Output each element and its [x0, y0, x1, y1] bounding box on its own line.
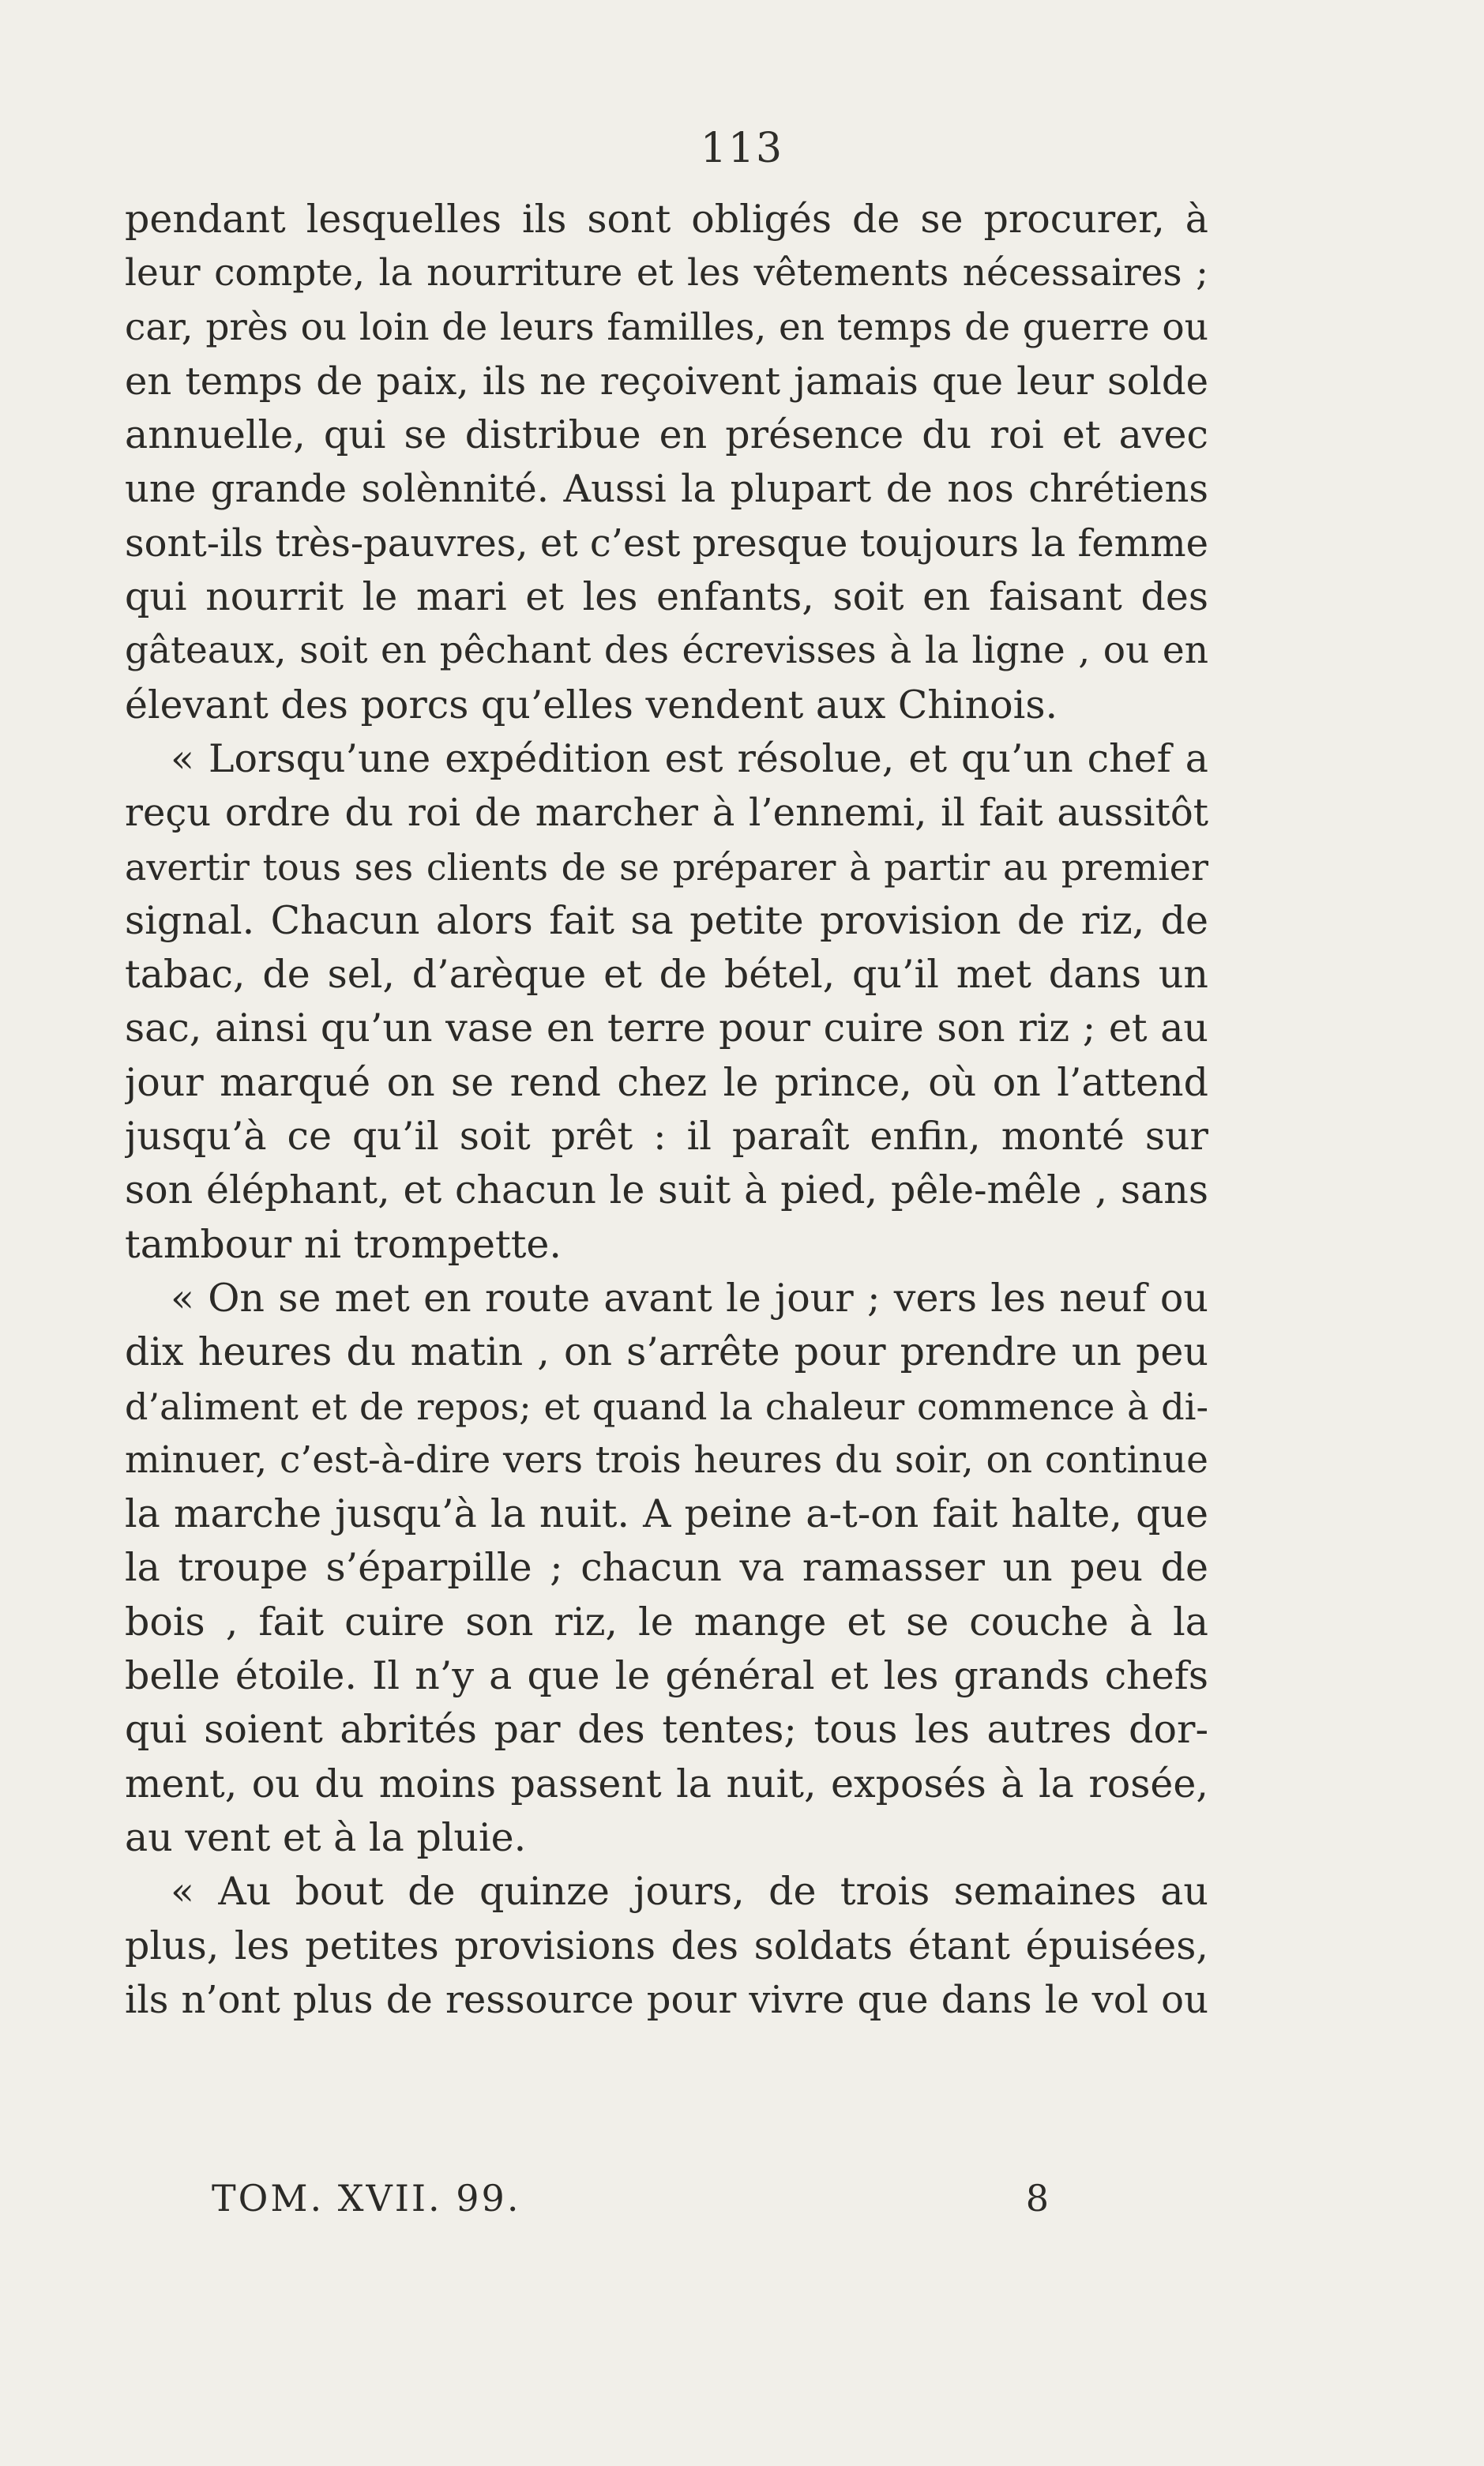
text-line: au vent et à la pluie. — [125, 1814, 527, 1860]
volume-signature: TOM. XVII. 99. — [212, 2177, 521, 2220]
text-line: avertir tous ses clients de se préparer à partir au premier — [125, 845, 1208, 889]
text-line: sont-ils très-pauvres, et c’est presque toujours la femme — [125, 521, 1208, 566]
text-line: gâteaux, soit en pêchant des écrevisses à la ligne , ou en — [125, 629, 1208, 673]
text-line: son éléphant, et chacun le suit à pied, pêle-mêle , sans — [125, 1167, 1208, 1213]
page-number: 113 — [700, 125, 784, 172]
text-line: pendant lesquelles ils sont obligés de se procurer, à — [125, 197, 1208, 242]
text-line: tabac, de sel, d’arèque et de bétel, qu’il met dans un — [125, 952, 1208, 998]
text-line: jusqu’à ce qu’il soit prêt : il paraît enfin, monté sur — [125, 1114, 1208, 1160]
text-line: « Lorsqu’une expédition est résolue, et qu’un chef a — [171, 735, 1208, 781]
text-line: signal. Chacun alors fait sa petite provision de riz, de — [125, 897, 1208, 943]
text-line: « Au bout de quinze jours, de trois semaines au — [171, 1869, 1208, 1915]
text-line: dix heures du matin , on s’arrête pour prendre un peu — [125, 1329, 1208, 1375]
text-line: ment, ou du moins passent la nuit, exposés à la rosée, — [125, 1761, 1208, 1806]
text-line: en temps de paix, ils ne reçoivent jamais que leur solde — [125, 359, 1208, 404]
page-footer — [212, 2171, 1049, 2226]
text-line: annuelle, qui se distribue en présence du roi et avec — [125, 412, 1208, 458]
signature-mark: 8 — [1025, 2177, 1049, 2220]
body-text — [125, 193, 1208, 2027]
text-line: élevant des porcs qu’elles vendent aux Chinois. — [125, 682, 1058, 727]
text-line: reçu ordre du roi de marcher à l’ennemi, il fait aussitôt — [125, 791, 1208, 836]
text-line: « On se met en route avant le jour ; vers les neuf ou — [171, 1275, 1208, 1321]
text-line: la marche jusqu’à la nuit. A peine a-t-on fait halte, que — [125, 1491, 1208, 1537]
text-line: plus, les petites provisions des soldats étant épuisées, — [125, 1923, 1208, 1968]
text-line: tambour ni trompette. — [125, 1221, 562, 1267]
text-line: belle étoile. Il n’y a que le général et les grands chefs — [125, 1653, 1208, 1699]
text-line: qui soient abrités par des tentes; tous les autres dor- — [125, 1707, 1208, 1753]
text-line: la troupe s’éparpille ; chacun va ramasser un peu de — [125, 1545, 1208, 1591]
text-line: bois , fait cuire son riz, le mange et se couche à la — [125, 1599, 1208, 1645]
text-line: minuer, c’est-à-dire vers trois heures du soir, on continue — [125, 1438, 1208, 1482]
text-line: sac, ainsi qu’un vase en terre pour cuire son riz ; et au — [125, 1006, 1208, 1051]
text-line: jour marqué on se rend chez le prince, où on l’attend — [125, 1059, 1208, 1105]
text-line: car, près ou loin de leurs familles, en temps de guerre ou — [125, 305, 1208, 349]
text-line: leur compte, la nourriture et les vêtements nécessaires ; — [125, 251, 1208, 295]
text-line: ils n’ont plus de ressource pour vivre que dans le vol ou — [125, 1977, 1208, 2022]
text-line: d’aliment et de repos; et quand la chaleur commence à di- — [125, 1385, 1208, 1428]
text-line: une grande solènnité. Aussi la plupart de nos chrétiens — [125, 467, 1208, 512]
text-line: qui nourrit le mari et les enfants, soit en faisant des — [125, 574, 1208, 620]
